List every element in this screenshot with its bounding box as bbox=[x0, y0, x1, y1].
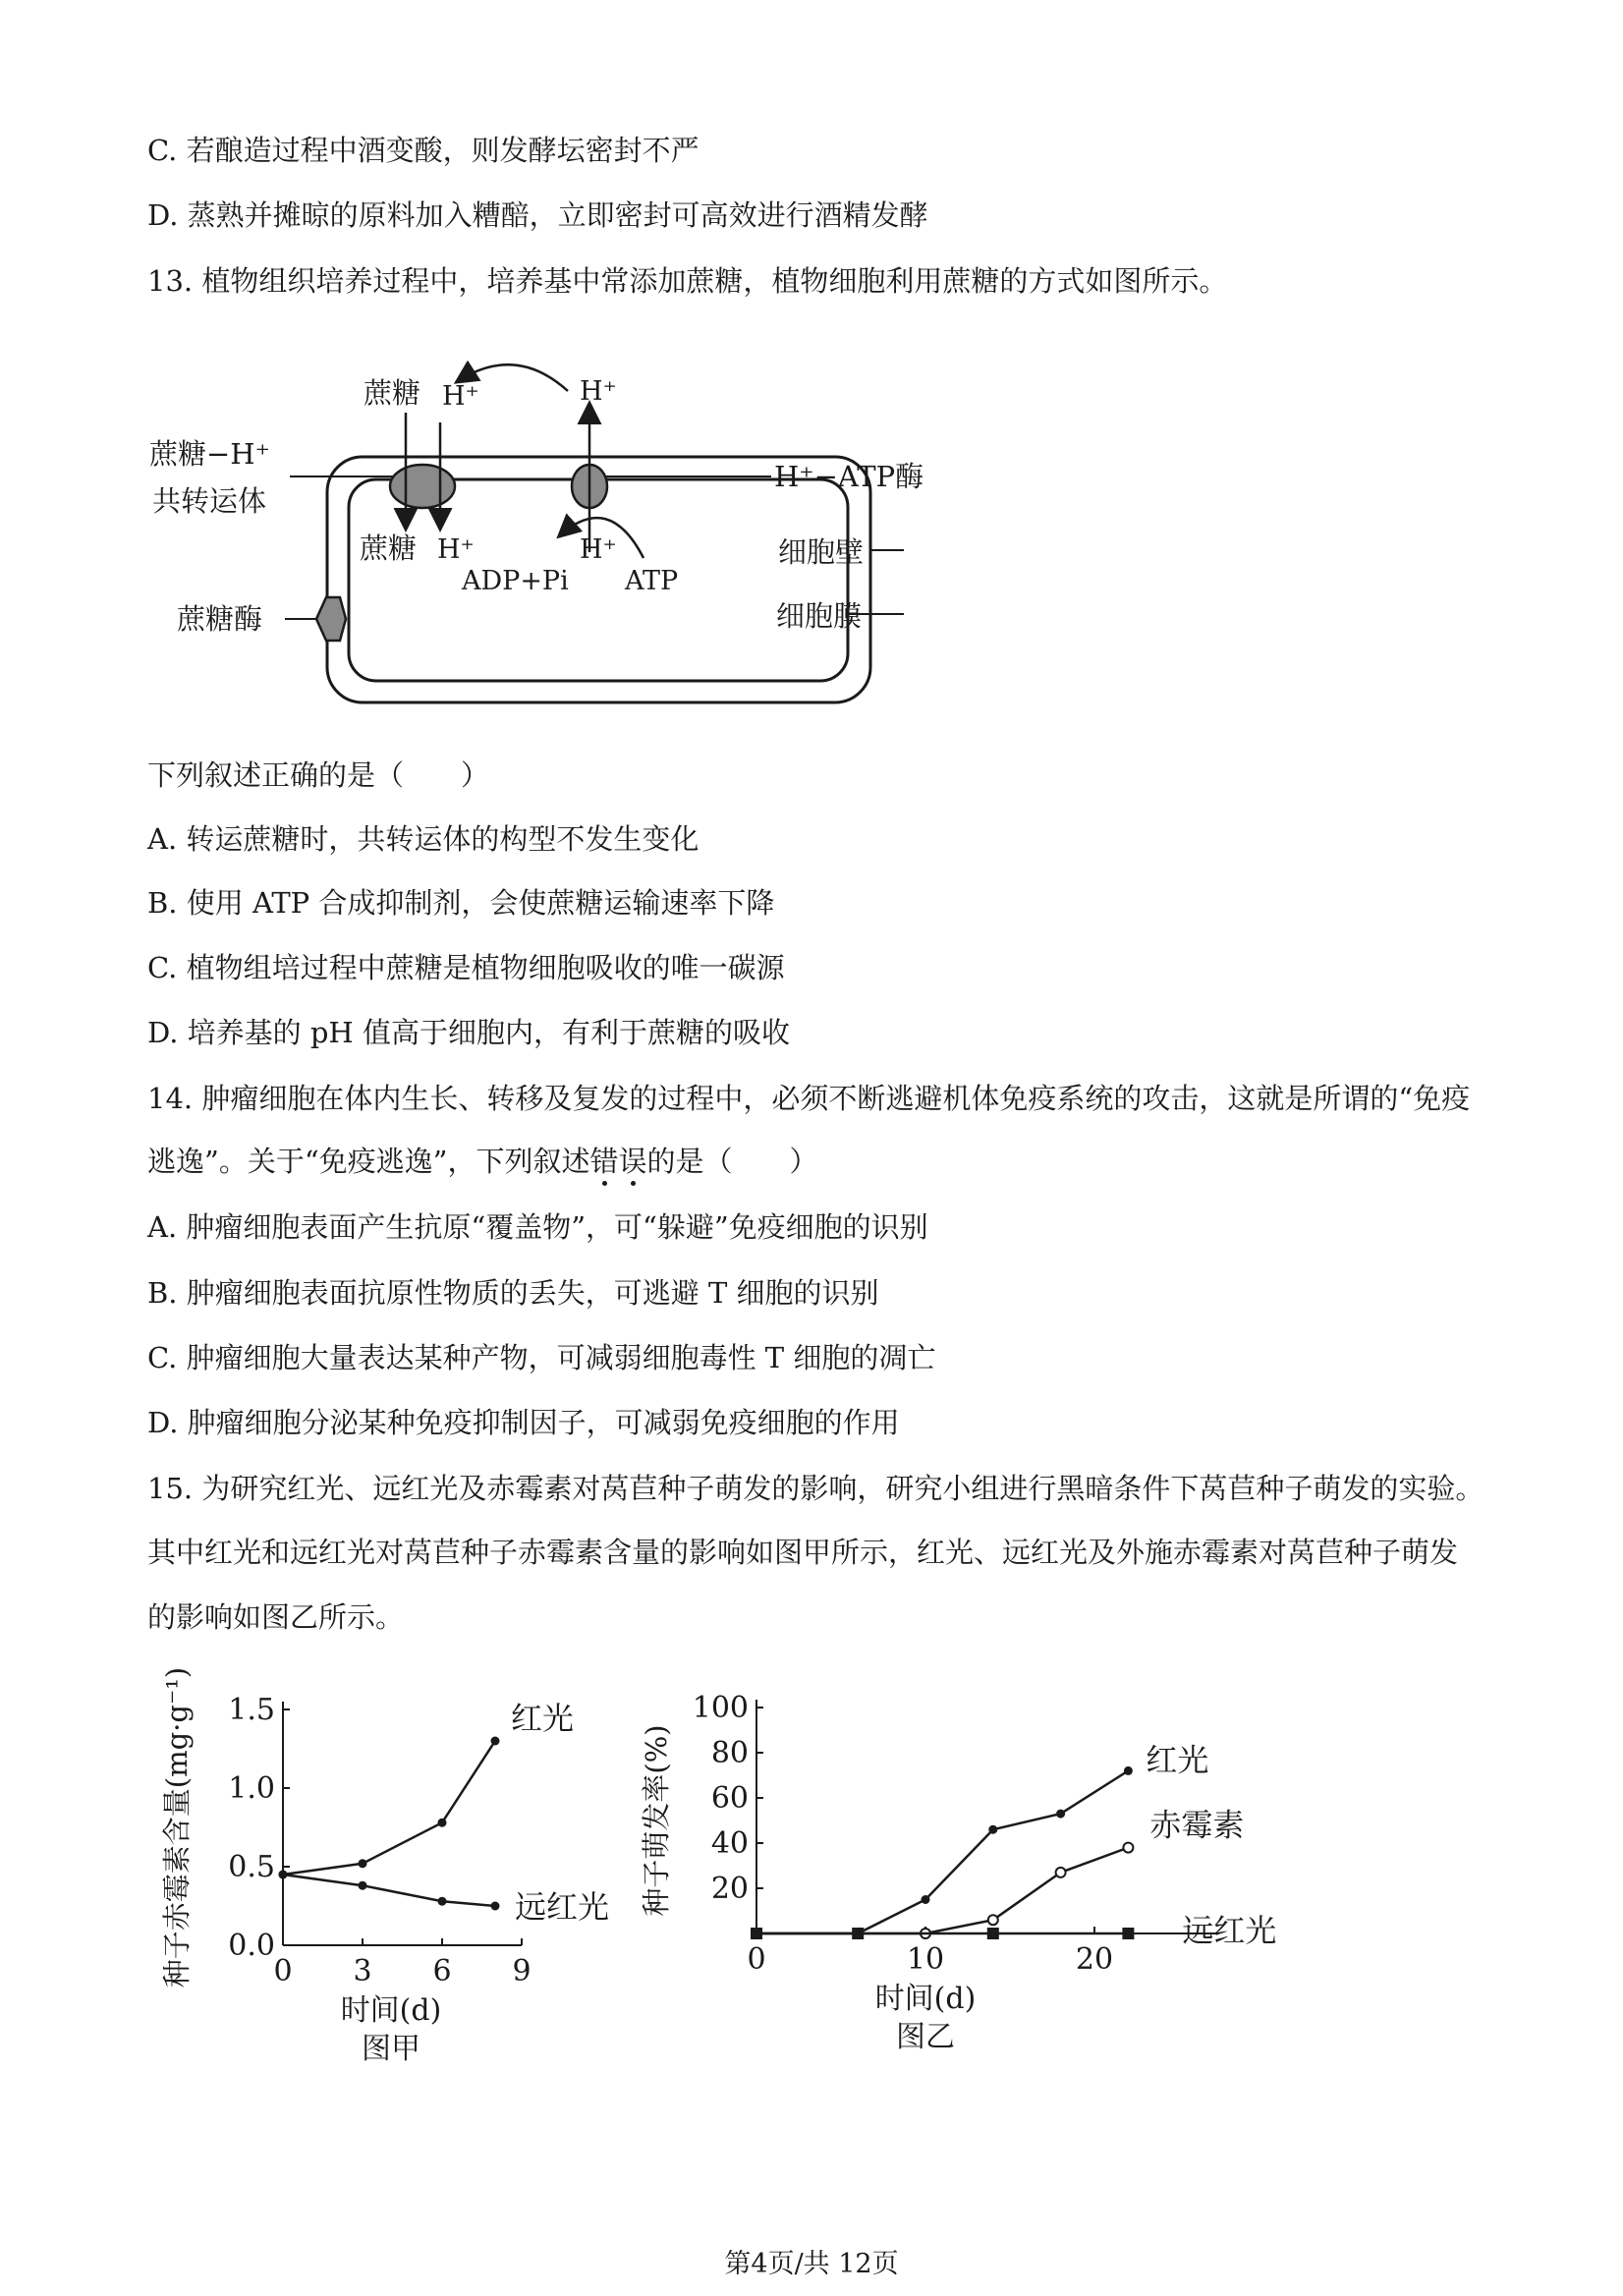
y-tick-label: 100 bbox=[692, 1691, 749, 1725]
x-tick-label: 20 bbox=[1075, 1942, 1114, 1977]
q13-stem: 13. 植物组织培养过程中，培养基中常添加蔗糖，植物细胞利用蔗糖的方式如图所示。 bbox=[147, 264, 1228, 298]
label-adp-pi: ADP+Pi bbox=[462, 566, 569, 596]
data-point bbox=[1056, 1868, 1066, 1877]
x-tick-label: 10 bbox=[906, 1942, 945, 1977]
y-tick-label: 0.5 bbox=[228, 1850, 275, 1884]
q14-stem-line2-a: 逃逸”。关于“免疫逃逸”，下列叙述 bbox=[147, 1145, 590, 1178]
label-h-inside-left: H⁺ bbox=[437, 534, 475, 565]
data-point bbox=[922, 1895, 930, 1904]
label-sucrase: 蔗糖酶 bbox=[177, 602, 263, 636]
q14-option-c: C. 肿瘤细胞大量表达某种产物，可减弱细胞毒性 T 细胞的凋亡 bbox=[147, 1341, 936, 1374]
q13-option-a: A. 转运蔗糖时，共转运体的构型不发生变化 bbox=[147, 822, 700, 856]
label-cell-membrane: 细胞膜 bbox=[776, 599, 863, 633]
label-h-outside-right: H⁺ bbox=[580, 376, 617, 407]
label-h-inside-right: H⁺ bbox=[580, 534, 617, 565]
chart-caption: 图乙 bbox=[896, 2020, 955, 2054]
q15-stem-line2: 其中红光和远红光对莴苣种子赤霉素含量的影响如图甲所示，红光、远红光及外施赤霉素对莴苣种子萌发 bbox=[147, 1536, 1459, 1569]
chart-jia bbox=[157, 1651, 639, 2063]
sucrase-shape bbox=[316, 597, 346, 641]
q14-emphasis-wu: 误 bbox=[618, 1145, 647, 1178]
data-point bbox=[438, 1819, 447, 1827]
series-label: 赤霉素 bbox=[1149, 1806, 1245, 1844]
q12-option-d: D. 蒸熟并摊晾的原料加入糟醅，立即密封可高效进行酒精发酵 bbox=[147, 198, 928, 232]
data-point bbox=[438, 1897, 447, 1906]
x-tick-label: 3 bbox=[353, 1954, 372, 1988]
data-point bbox=[491, 1902, 500, 1911]
series-line-0 bbox=[283, 1741, 495, 1875]
data-point bbox=[1123, 1843, 1133, 1853]
cell-sucrose-diagram bbox=[147, 324, 953, 737]
y-tick-label: 80 bbox=[710, 1736, 749, 1770]
q12-option-c: C. 若酿造过程中酒变酸，则发酵坛密封不严 bbox=[147, 134, 700, 167]
q13-option-b: B. 使用 ATP 合成抑制剂，会使蔗糖运输速率下降 bbox=[147, 886, 775, 920]
series-line-1 bbox=[283, 1875, 495, 1906]
series-label: 远红光 bbox=[515, 1888, 610, 1926]
series-label: 红光 bbox=[511, 1700, 575, 1737]
y-tick-label: 60 bbox=[710, 1781, 749, 1816]
y-tick-label: 40 bbox=[710, 1826, 749, 1861]
x-tick-label: 9 bbox=[512, 1954, 532, 1988]
data-point bbox=[279, 1871, 288, 1879]
q15-stem-line3: 的影响如图乙所示。 bbox=[147, 1600, 405, 1634]
q14-stem-line2-d: 的是（ ） bbox=[646, 1145, 818, 1178]
x-tick-label: 0 bbox=[747, 1942, 766, 1977]
data-point bbox=[987, 1928, 999, 1939]
data-point bbox=[1056, 1810, 1065, 1819]
series-label: 远红光 bbox=[1182, 1912, 1277, 1949]
q14-option-a: A. 肿瘤细胞表面产生抗原“覆盖物”，可“躲避”免疫细胞的识别 bbox=[147, 1210, 928, 1244]
data-point bbox=[491, 1737, 500, 1746]
data-point bbox=[1122, 1928, 1134, 1939]
label-sucrose-outside: 蔗糖 bbox=[364, 376, 421, 410]
y-tick-label: 0.0 bbox=[228, 1929, 275, 1963]
series-label: 红光 bbox=[1146, 1741, 1209, 1779]
label-cell-wall: 细胞壁 bbox=[778, 535, 865, 569]
q13-option-d: D. 培养基的 pH 值高于细胞内，有利于蔗糖的吸收 bbox=[147, 1016, 790, 1049]
cell-membrane-shape bbox=[349, 479, 848, 681]
page-footer: 第4页/共 12页 bbox=[724, 2249, 899, 2279]
q14-stem-line2 bbox=[147, 1144, 818, 1181]
data-point bbox=[359, 1881, 367, 1890]
series-line-0 bbox=[756, 1770, 1128, 1933]
label-cotransporter-1: 蔗糖−H⁺ bbox=[149, 437, 270, 471]
q13-option-c: C. 植物组培过程中蔗糖是植物细胞吸收的唯一碳源 bbox=[147, 951, 785, 984]
chart-caption: 图甲 bbox=[362, 2032, 420, 2063]
cotransporter-shape bbox=[390, 465, 455, 508]
x-tick-label: 6 bbox=[432, 1954, 452, 1988]
x-tick-label: 0 bbox=[273, 1954, 293, 1988]
label-atpase: H⁺−ATP酶 bbox=[774, 460, 924, 493]
data-point bbox=[1124, 1766, 1133, 1775]
q13-prompt: 下列叙述正确的是（ ） bbox=[147, 758, 490, 792]
y-tick-label: 1.0 bbox=[228, 1771, 275, 1806]
x-axis-label: 时间(d) bbox=[874, 1982, 977, 2016]
q15-stem-line1: 15. 为研究红光、远红光及赤霉素对莴苣种子萌发的影响，研究小组进行黑暗条件下莴苣种子萌发的实验。 bbox=[147, 1472, 1484, 1505]
series-line-1 bbox=[756, 1848, 1128, 1933]
q14-emphasis-cuo: 错 bbox=[589, 1145, 619, 1178]
data-point bbox=[988, 1915, 998, 1925]
y-tick-label: 1.5 bbox=[228, 1693, 275, 1727]
y-axis-label: 种子萌发率(%) bbox=[640, 1724, 673, 1917]
q14-option-b: B. 肿瘤细胞表面抗原性物质的丢失，可逃避 T 细胞的识别 bbox=[147, 1276, 879, 1310]
y-axis-label: 种子赤霉素含量(mg·g⁻¹) bbox=[160, 1666, 194, 1988]
q14-stem-line1: 14. 肿瘤细胞在体内生长、转移及复发的过程中，必须不断逃避机体免疫系统的攻击，这就是所谓的“免疫 bbox=[147, 1082, 1471, 1115]
data-point bbox=[359, 1859, 367, 1868]
label-atp: ATP bbox=[625, 566, 679, 596]
label-sucrose-inside: 蔗糖 bbox=[360, 532, 418, 565]
data-point bbox=[751, 1928, 762, 1939]
label-cotransporter-2: 共转运体 bbox=[152, 484, 267, 518]
label-h-outside-left: H⁺ bbox=[442, 381, 479, 412]
data-point bbox=[852, 1928, 864, 1939]
x-axis-label: 时间(d) bbox=[340, 1993, 442, 2028]
y-tick-label: 20 bbox=[710, 1872, 749, 1906]
chart-yi bbox=[639, 1660, 1297, 2063]
q14-option-d: D. 肿瘤细胞分泌某种免疫抑制因子，可减弱免疫细胞的作用 bbox=[147, 1406, 900, 1439]
data-point bbox=[988, 1825, 997, 1834]
